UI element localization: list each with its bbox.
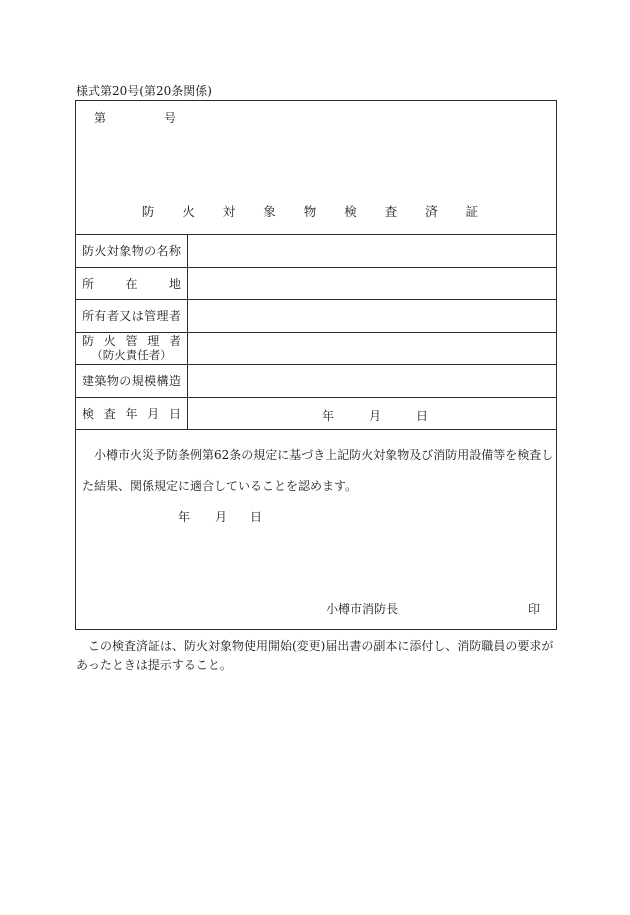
field-label-structure: 建築物の規模構造 bbox=[82, 374, 181, 389]
seal-mark: 印 bbox=[528, 602, 541, 616]
issue-year: 年 bbox=[178, 510, 191, 524]
form-number-label: 様式第20号(第20条関係) bbox=[76, 84, 212, 98]
field-label-location: 所 在 地 bbox=[82, 276, 181, 291]
section-divider bbox=[76, 429, 556, 430]
usage-note bbox=[76, 637, 558, 675]
field-sublabel-fire-manager: （防火責任者） bbox=[91, 348, 172, 363]
inspection-day: 日 bbox=[416, 408, 429, 423]
field-row-fire-manager bbox=[76, 332, 556, 365]
certificate-fields-table bbox=[76, 234, 556, 429]
field-value-name[interactable] bbox=[188, 235, 556, 267]
usage-note-line-1: この検査済証は、防火対象物使用開始(変更)届出書の副本に添付し、消防職員の要求が bbox=[88, 639, 554, 653]
inspection-month: 月 bbox=[369, 408, 382, 423]
field-label-inspection-date: 検 査 年 月 日 bbox=[82, 406, 181, 421]
issue-day: 日 bbox=[250, 510, 263, 524]
field-value-structure[interactable] bbox=[188, 365, 556, 397]
inspection-year: 年 bbox=[322, 408, 335, 423]
field-label-name: 防火対象物の名称 bbox=[82, 244, 181, 259]
field-row-location bbox=[76, 267, 556, 300]
issue-month: 月 bbox=[215, 510, 228, 524]
field-value-inspection-date[interactable] bbox=[188, 398, 556, 430]
certificate-number-prefix: 第 bbox=[94, 111, 107, 125]
field-row-name bbox=[76, 234, 556, 267]
certificate-frame bbox=[75, 100, 557, 630]
usage-note-line-2: あったときは提示すること。 bbox=[76, 658, 232, 672]
field-label-fire-manager: 防 火 管 理 者 bbox=[82, 334, 181, 349]
field-row-inspection-date bbox=[76, 397, 556, 430]
field-value-owner[interactable] bbox=[188, 300, 556, 332]
field-row-owner bbox=[76, 299, 556, 332]
certification-text-line-1: 小樽市火災予防条例第62条の規定に基づき上記防火対象物及び消防用設備等を検査し bbox=[94, 448, 554, 462]
certificate-title: 防 火 対 象 物 検 査 済 証 bbox=[141, 204, 491, 219]
issuer-name: 小樽市消防長 bbox=[326, 602, 399, 616]
field-row-structure bbox=[76, 364, 556, 397]
certificate-number-suffix: 号 bbox=[164, 111, 177, 125]
field-label-owner: 所有者又は管理者 bbox=[82, 309, 181, 324]
field-value-location[interactable] bbox=[188, 268, 556, 300]
certification-text-line-2: た結果、関係規定に適合していることを認めます。 bbox=[82, 479, 358, 493]
field-value-fire-manager[interactable] bbox=[188, 333, 556, 365]
